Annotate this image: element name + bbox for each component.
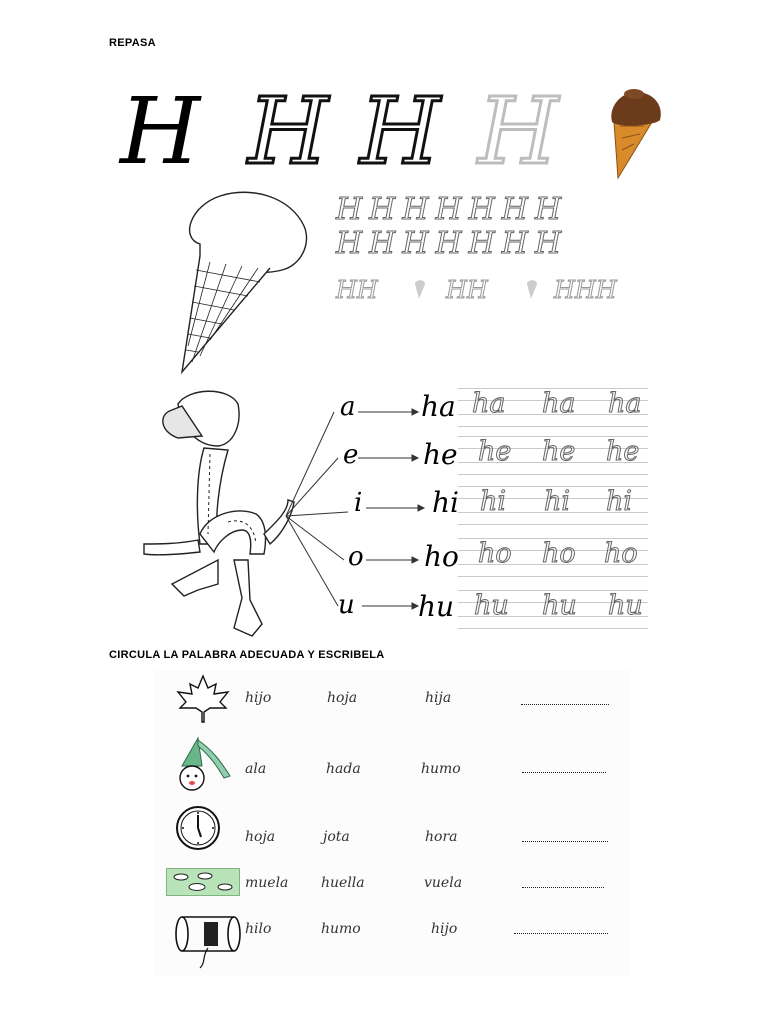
spool-icon [172, 912, 244, 972]
practice-text: hi [544, 486, 571, 517]
answer-line[interactable] [521, 704, 609, 705]
word-option[interactable]: humo [321, 921, 361, 937]
syllable-hi: hi [432, 486, 459, 519]
word-option[interactable]: hora [425, 829, 458, 845]
trace-group-2: HH [446, 276, 488, 304]
word-option[interactable]: humo [421, 761, 461, 777]
practice-text: he [478, 436, 512, 467]
answer-line[interactable] [522, 887, 604, 888]
ice-cream-large-icon [170, 186, 314, 376]
answer-line[interactable] [522, 772, 606, 773]
word-option[interactable]: hoja [245, 829, 276, 845]
clock-icon [174, 804, 222, 852]
word-option[interactable]: hijo [431, 921, 458, 937]
practice-line-hi [458, 482, 648, 526]
maple-leaf-icon [174, 674, 232, 724]
practice-text: he [606, 436, 640, 467]
syllable-ha: ha [421, 390, 456, 423]
practice-text: hu [608, 590, 643, 621]
practice-line-ha [458, 384, 648, 428]
page-title: REPASA [109, 37, 156, 49]
big-letter-solid: H [120, 78, 201, 185]
fairy-icon [172, 736, 238, 794]
ice-cream-small-icon [604, 86, 668, 182]
practice-text: ho [604, 538, 638, 569]
syllable-ho: ho [424, 540, 459, 573]
word-option[interactable]: hoja [327, 690, 358, 706]
word-option[interactable]: hilo [245, 921, 272, 937]
vowel-o: o [348, 542, 364, 572]
word-option[interactable]: ala [245, 761, 267, 777]
practice-text: ha [472, 388, 506, 419]
vowel-e: e [343, 440, 359, 470]
trace-row-2: HHHHHHH [336, 226, 569, 261]
word-option[interactable]: muela [245, 875, 289, 891]
footprints-icon [166, 868, 240, 896]
big-letter-dotted-1: H [248, 78, 329, 185]
big-letter-dotted-2: H [360, 78, 441, 185]
word-option[interactable]: huella [321, 875, 365, 891]
word-option[interactable]: jota [323, 829, 350, 845]
practice-text: hu [474, 590, 509, 621]
practice-line-he [458, 432, 648, 476]
word-option[interactable]: hijo [245, 690, 272, 706]
practice-text: ha [542, 388, 576, 419]
word-option[interactable]: hada [326, 761, 361, 777]
vowel-u: u [338, 590, 355, 620]
word-option[interactable]: hija [425, 690, 452, 706]
answer-line[interactable] [522, 841, 608, 842]
practice-text: hi [606, 486, 633, 517]
syllable-he: he [423, 438, 458, 471]
syllable-hu: hu [418, 590, 455, 623]
practice-line-hu [458, 586, 648, 630]
practice-text: ha [608, 388, 642, 419]
practice-text: ho [542, 538, 576, 569]
mini-cone-icon [414, 278, 426, 300]
practice-text: ho [478, 538, 512, 569]
fan-lines [280, 400, 450, 620]
trace-row-1: HHHHHHH [336, 192, 569, 227]
big-letter-dotted-3: H [478, 78, 559, 185]
trace-group-3: HHH [554, 276, 617, 304]
word-option[interactable]: vuela [424, 875, 463, 891]
vowel-a: a [340, 392, 356, 422]
practice-text: hi [480, 486, 507, 517]
mini-cone-icon [526, 278, 538, 300]
practice-text: he [542, 436, 576, 467]
trace-row-3 [336, 276, 666, 306]
letter-h-character-icon [138, 384, 298, 646]
vowel-i: i [354, 488, 363, 518]
trace-group-1: HH [336, 276, 378, 304]
practice-line-ho [458, 534, 648, 578]
answer-line[interactable] [514, 933, 608, 934]
practice-text: hu [542, 590, 577, 621]
exercise-title: CIRCULA LA PALABRA ADECUADA Y ESCRIBELA [109, 649, 385, 661]
